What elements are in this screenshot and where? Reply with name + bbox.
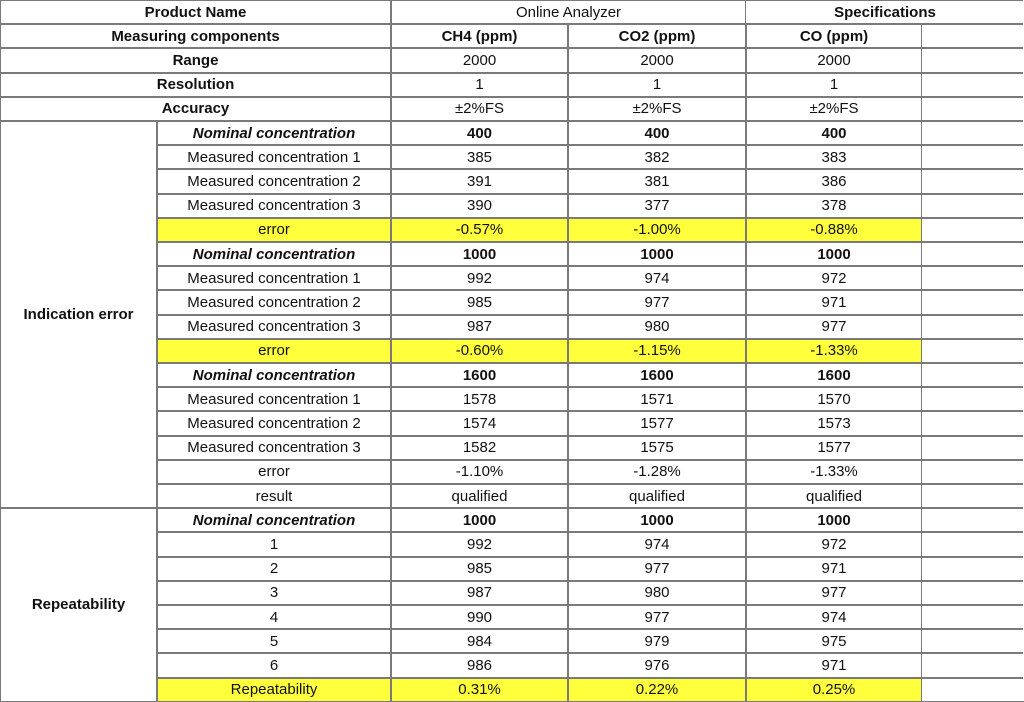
- error-value: -0.57%: [391, 218, 568, 242]
- empty-cell: [922, 581, 1024, 605]
- measurement-index: 2: [157, 557, 391, 581]
- repeatability-summary-value: 0.22%: [568, 678, 746, 702]
- result-value: qualified: [746, 484, 922, 508]
- result-label: result: [157, 484, 391, 508]
- measured-value: 992: [391, 266, 568, 290]
- error-value: -0.60%: [391, 339, 568, 363]
- measured-value: 377: [568, 194, 746, 218]
- measurement-value: 979: [568, 629, 746, 653]
- nominal-value: 1000: [568, 242, 746, 266]
- empty-cell: [922, 73, 1024, 97]
- row-label-measuring-components: Measuring components: [0, 24, 391, 48]
- result-value: qualified: [568, 484, 746, 508]
- measurement-value: 984: [391, 629, 568, 653]
- value-accuracy: ±2%FS: [568, 97, 746, 121]
- value-range: 2000: [568, 48, 746, 72]
- value-measuring-components: CO (ppm): [746, 24, 922, 48]
- empty-cell: [922, 484, 1024, 508]
- error-value: -1.00%: [568, 218, 746, 242]
- empty-cell: [922, 266, 1024, 290]
- measured-value: 971: [746, 290, 922, 314]
- measured-concentration-label: Measured concentration 1: [157, 145, 391, 169]
- measurement-value: 977: [568, 557, 746, 581]
- row-label-accuracy: Accuracy: [0, 97, 391, 121]
- measured-value: 1577: [746, 436, 922, 460]
- measurement-value: 972: [746, 532, 922, 556]
- error-value: -1.33%: [746, 460, 922, 484]
- product-name-header: Product Name: [0, 0, 391, 24]
- nominal-concentration-label: Nominal concentration: [157, 363, 391, 387]
- repeatability-summary-value: 0.25%: [746, 678, 922, 702]
- nominal-value: 1000: [391, 242, 568, 266]
- empty-cell: [922, 532, 1024, 556]
- measurement-value: 987: [391, 581, 568, 605]
- measured-value: 381: [568, 169, 746, 193]
- measurement-value: 974: [568, 532, 746, 556]
- measured-concentration-label: Measured concentration 1: [157, 387, 391, 411]
- measurement-value: 985: [391, 557, 568, 581]
- empty-cell: [922, 242, 1024, 266]
- empty-cell: [922, 411, 1024, 435]
- measured-value: 1578: [391, 387, 568, 411]
- empty-cell: [922, 629, 1024, 653]
- empty-cell: [922, 315, 1024, 339]
- measured-value: 385: [391, 145, 568, 169]
- measurement-index: 6: [157, 653, 391, 677]
- row-label-range: Range: [0, 48, 391, 72]
- nominal-value: 1600: [568, 363, 746, 387]
- empty-cell: [922, 557, 1024, 581]
- nominal-value: 400: [391, 121, 568, 145]
- empty-cell: [922, 508, 1024, 532]
- measured-value: 972: [746, 266, 922, 290]
- measurement-index: 4: [157, 605, 391, 629]
- measured-concentration-label: Measured concentration 2: [157, 411, 391, 435]
- nominal-value: 400: [568, 121, 746, 145]
- empty-cell: [922, 678, 1024, 702]
- value-resolution: 1: [746, 73, 922, 97]
- repeatability-summary-value: 0.31%: [391, 678, 568, 702]
- specifications-header: Specifications: [746, 0, 1024, 24]
- measured-value: 1575: [568, 436, 746, 460]
- nominal-value: 1000: [746, 508, 922, 532]
- measured-value: 980: [568, 315, 746, 339]
- error-label: error: [157, 339, 391, 363]
- measurement-index: 3: [157, 581, 391, 605]
- empty-cell: [922, 24, 1024, 48]
- error-value: -1.10%: [391, 460, 568, 484]
- measured-value: 977: [746, 315, 922, 339]
- empty-cell: [922, 48, 1024, 72]
- online-analyzer-header: Online Analyzer: [391, 0, 746, 24]
- empty-cell: [922, 218, 1024, 242]
- measured-concentration-label: Measured concentration 2: [157, 169, 391, 193]
- repeatability-label: Repeatability: [0, 508, 157, 702]
- empty-cell: [922, 290, 1024, 314]
- indication-error-label: Indication error: [0, 121, 157, 508]
- nominal-concentration-label: Nominal concentration: [157, 121, 391, 145]
- error-label: error: [157, 460, 391, 484]
- measured-value: 1571: [568, 387, 746, 411]
- measured-value: 1570: [746, 387, 922, 411]
- empty-cell: [922, 97, 1024, 121]
- value-measuring-components: CH4 (ppm): [391, 24, 568, 48]
- nominal-value: 1000: [568, 508, 746, 532]
- value-resolution: 1: [391, 73, 568, 97]
- measured-value: 1573: [746, 411, 922, 435]
- measurement-value: 992: [391, 532, 568, 556]
- measurement-value: 974: [746, 605, 922, 629]
- value-range: 2000: [746, 48, 922, 72]
- measured-concentration-label: Measured concentration 3: [157, 194, 391, 218]
- measurement-index: 5: [157, 629, 391, 653]
- measured-value: 1582: [391, 436, 568, 460]
- value-measuring-components: CO2 (ppm): [568, 24, 746, 48]
- value-accuracy: ±2%FS: [391, 97, 568, 121]
- measured-value: 390: [391, 194, 568, 218]
- measured-value: 378: [746, 194, 922, 218]
- value-resolution: 1: [568, 73, 746, 97]
- error-value: -1.15%: [568, 339, 746, 363]
- measurement-value: 990: [391, 605, 568, 629]
- empty-cell: [922, 653, 1024, 677]
- measured-value: 382: [568, 145, 746, 169]
- empty-cell: [922, 339, 1024, 363]
- nominal-value: 400: [746, 121, 922, 145]
- measurement-value: 976: [568, 653, 746, 677]
- empty-cell: [922, 436, 1024, 460]
- measurement-value: 977: [746, 581, 922, 605]
- empty-cell: [922, 169, 1024, 193]
- measurement-value: 971: [746, 557, 922, 581]
- measured-value: 985: [391, 290, 568, 314]
- measured-concentration-label: Measured concentration 1: [157, 266, 391, 290]
- measured-value: 987: [391, 315, 568, 339]
- result-value: qualified: [391, 484, 568, 508]
- error-value: -1.28%: [568, 460, 746, 484]
- empty-cell: [922, 460, 1024, 484]
- measurement-value: 975: [746, 629, 922, 653]
- nominal-value: 1000: [391, 508, 568, 532]
- measured-concentration-label: Measured concentration 2: [157, 290, 391, 314]
- nominal-concentration-label: Nominal concentration: [157, 508, 391, 532]
- measured-value: 974: [568, 266, 746, 290]
- measurement-value: 986: [391, 653, 568, 677]
- empty-cell: [922, 387, 1024, 411]
- measured-value: 383: [746, 145, 922, 169]
- empty-cell: [922, 194, 1024, 218]
- measurement-value: 977: [568, 605, 746, 629]
- measured-value: 1577: [568, 411, 746, 435]
- nominal-value: 1600: [746, 363, 922, 387]
- measured-concentration-label: Measured concentration 3: [157, 315, 391, 339]
- repeatability-summary-label: Repeatability: [157, 678, 391, 702]
- nominal-value: 1600: [391, 363, 568, 387]
- empty-cell: [922, 363, 1024, 387]
- empty-cell: [922, 145, 1024, 169]
- value-range: 2000: [391, 48, 568, 72]
- measured-value: 1574: [391, 411, 568, 435]
- empty-cell: [922, 605, 1024, 629]
- nominal-value: 1000: [746, 242, 922, 266]
- value-accuracy: ±2%FS: [746, 97, 922, 121]
- error-value: -0.88%: [746, 218, 922, 242]
- row-label-resolution: Resolution: [0, 73, 391, 97]
- measured-concentration-label: Measured concentration 3: [157, 436, 391, 460]
- measurement-value: 980: [568, 581, 746, 605]
- nominal-concentration-label: Nominal concentration: [157, 242, 391, 266]
- error-label: error: [157, 218, 391, 242]
- error-value: -1.33%: [746, 339, 922, 363]
- measured-value: 977: [568, 290, 746, 314]
- measurement-value: 971: [746, 653, 922, 677]
- empty-cell: [922, 121, 1024, 145]
- measured-value: 391: [391, 169, 568, 193]
- measurement-index: 1: [157, 532, 391, 556]
- measured-value: 386: [746, 169, 922, 193]
